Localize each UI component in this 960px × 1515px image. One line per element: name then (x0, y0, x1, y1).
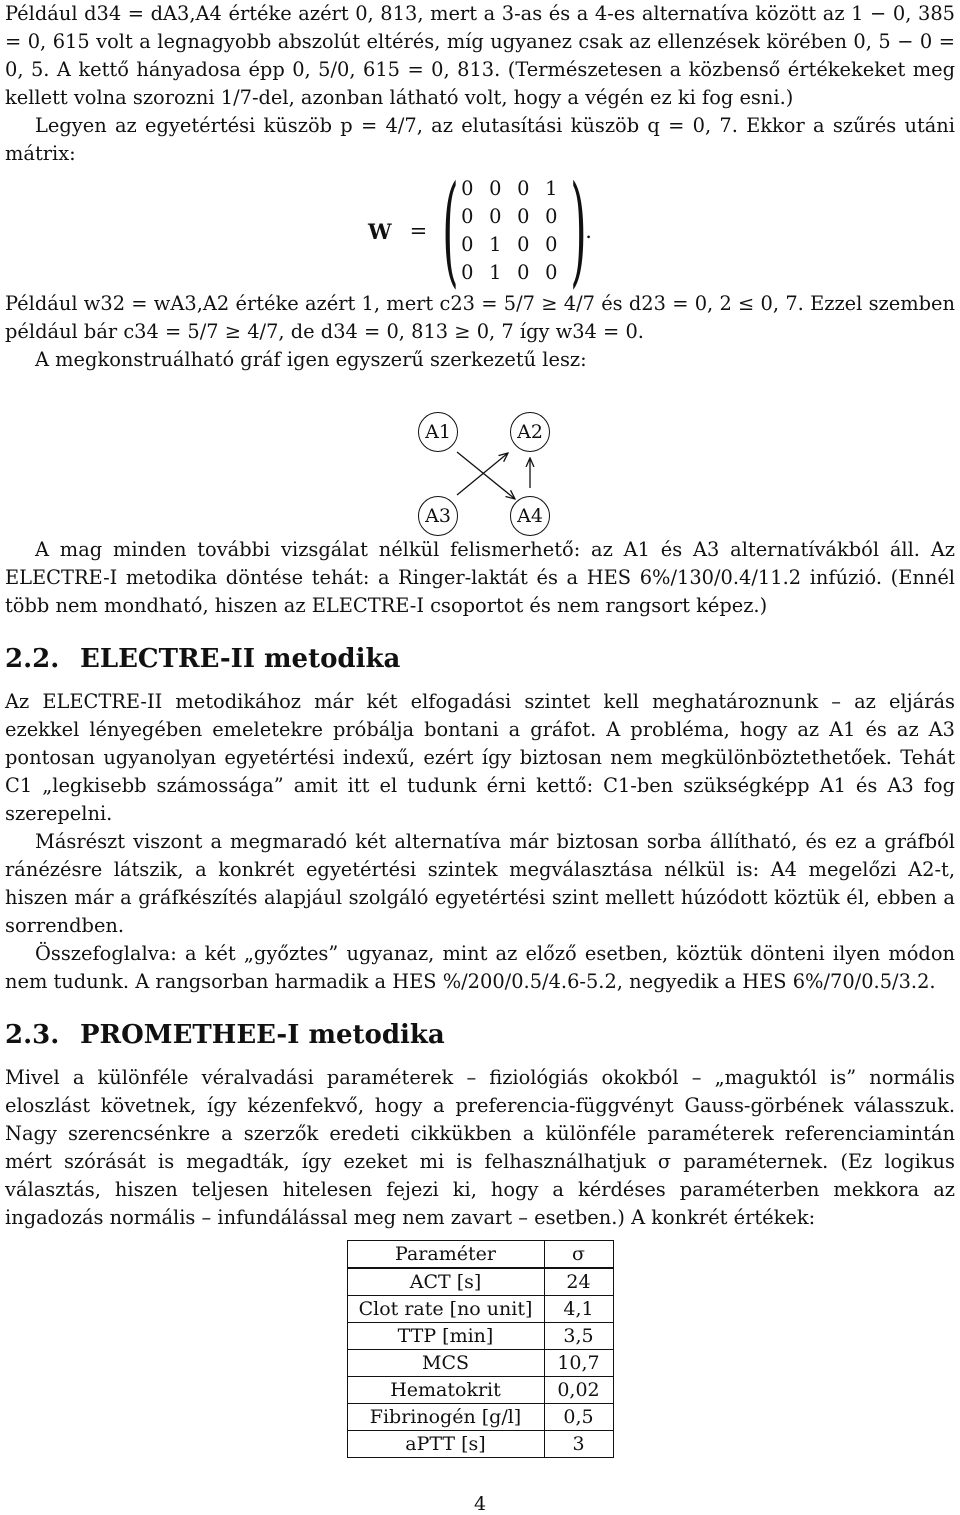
matrix-cell: 0 (517, 261, 530, 284)
matrix-cell: 0 (461, 233, 474, 256)
matrix-cell: 0 (545, 261, 558, 284)
matrix-cell: 0 (489, 205, 502, 228)
matrix-cell: 1 (545, 177, 558, 200)
graph-edges (5, 380, 955, 528)
matrix-cell: 0 (517, 233, 530, 256)
table-row (347, 1431, 613, 1458)
table-header-cell: Paraméter (347, 1241, 544, 1269)
table-row (347, 1350, 613, 1377)
paragraph-thresholds: Legyen az egyetértési küszöb p = 4/7, az elutasítási küszöb q = 0, 7. Ekkor a szűrés utáni mátrix: (5, 114, 955, 165)
paragraph-w32-example: Például w32 = wA3,A2 értéke azért 1, mert c23 = 5/7 ≥ 4/7 és d23 = 0, 2 ≤ 0, 7. Ezzel szemben például bár c34 = 5/7 ≥ 4/7, de d34 = 0, 813 ≥ 0, 7 így w34 = 0. (5, 292, 955, 343)
matrix-cell: 0 (517, 177, 530, 200)
document-page (5, 0, 955, 1458)
table-cell: 10,7 (544, 1350, 613, 1377)
table-cell: 3,5 (544, 1323, 613, 1350)
table-cell: 24 (544, 1268, 613, 1296)
table-cell: 4,1 (544, 1296, 613, 1323)
graph-node-a4: A4 (510, 496, 550, 536)
table-cell: Hematokrit (347, 1377, 544, 1404)
table-row (347, 1268, 613, 1296)
table-cell: 0,5 (544, 1404, 613, 1431)
right-paren: ) (570, 161, 587, 300)
table-cell: MCS (347, 1350, 544, 1377)
section-title: PROMETHEE-I metodika (80, 1020, 445, 1050)
matrix-cell: 0 (461, 205, 474, 228)
table-row (347, 1377, 613, 1404)
page-number: 4 (473, 1493, 487, 1515)
section-heading-electre-ii (5, 642, 955, 676)
matrix-cell: 0 (517, 205, 530, 228)
table-cell: Clot rate [no unit] (347, 1296, 544, 1323)
matrix-w (5, 161, 955, 300)
graph-node-a3: A3 (418, 496, 458, 536)
matrix-cell: 1 (489, 261, 502, 284)
matrix-period: . (585, 219, 592, 243)
paragraph-electre-ii-2: Másrészt viszont a megmaradó két alternatíva már biztosan sorba állítható, és ez a gráfból ránézésre látszik, a konkrét egyetértési szintek megválasztása nélkül is: A4 megelőzi A2-t, hiszen már a gráfkészítés alapjául szolgáló egyetértési szint mellett húzódott köztük él, ebben a sorrendben. (5, 830, 955, 937)
table-cell: 3 (544, 1431, 613, 1458)
sigma-parameter-table (347, 1240, 614, 1458)
section-number: 2.2. (5, 644, 60, 674)
table-cell: aPTT [s] (347, 1431, 544, 1458)
paragraph-electre-ii-3: Összefoglalva: a két „győztes” ugyanaz, mint az előző esetben, köztük dönteni ilyen módon nem tudunk. A rangsorban harmadik a HES %/200/0.5/4.6-5.2, negyedik a HES 6%/70/0.5/3.2. (5, 942, 955, 993)
table-row (347, 1404, 613, 1431)
paragraph-graph-intro: A megkonstruálható gráf igen egyszerű szerkezetű lesz: (35, 348, 587, 371)
section-heading-promethee-i (5, 1018, 955, 1052)
paragraph-electre-ii-1: Az ELECTRE-II metodikához már két elfogadási szintet kell meghatároznunk – az eljárás ezekkel lényegében emeletekre próbálja bontani a gráfot. A probléma, hogy az A1 és az A3 pontosan ugyanolyan egyetértési indexű, ezért így biztosan nem megkülönböztethetőek. Tehát C1 „legkisebb számossága” amit itt el tudunk érni kettő: C1-ben szükségképp A1 és A3 fog szerepelni. (5, 690, 955, 825)
matrix-equals: = (409, 219, 428, 243)
matrix-cell: 0 (545, 233, 558, 256)
table-row (347, 1296, 613, 1323)
matrix-body (453, 175, 565, 287)
paragraph-d34-explanation: Például d34 = dA3,A4 értéke azért 0, 813, mert a 3-as és a 4-es alternatíva között az 1 − 0, 385 = 0, 615 volt a legnagyobb abszolút eltérés, míg ugyanez csak az ellenzések körében 0, 5 − 0 = 0, 5. A kettő hányadosa épp 0, 5/0, 615 = 0, 813. (Természetesen a közbenső értékekeket meg kellett volna szorozni 1/7-del, azonban látható volt, hogy a végén ez ki fog esni.) (5, 2, 955, 109)
table-header-row (347, 1241, 613, 1269)
outranking-graph (5, 380, 955, 528)
section-title: ELECTRE-II metodika (80, 644, 401, 674)
paragraph-kernel: A mag minden további vizsgálat nélkül felismerhető: az A1 és A3 alternatívákból áll. Az ELECTRE-I metodika döntése tehát: a Ringer-laktát és a HES 6%/130/0.4/11.2 infúzió. (Ennél több nem mondható, hiszen az ELECTRE-I csoportot és nem rangsort képez.) (5, 538, 955, 617)
matrix-cell: 1 (489, 233, 502, 256)
matrix-label: W (368, 218, 392, 244)
table-cell: Fibrinogén [g/l] (347, 1404, 544, 1431)
edge-a3-a2 (457, 453, 508, 495)
left-paren: ( (442, 161, 459, 300)
table-cell: TTP [min] (347, 1323, 544, 1350)
table-header-cell: σ (544, 1241, 613, 1269)
table-cell: 0,02 (544, 1377, 613, 1404)
matrix-cell: 0 (461, 261, 474, 284)
graph-node-a1: A1 (418, 412, 458, 452)
matrix-cell: 0 (545, 205, 558, 228)
table-row (347, 1323, 613, 1350)
matrix-cell: 0 (461, 177, 474, 200)
table-cell: ACT [s] (347, 1268, 544, 1296)
section-number: 2.3. (5, 1020, 60, 1050)
matrix-cell: 0 (489, 177, 502, 200)
paragraph-promethee-i: Mivel a különféle véralvadási paraméterek – fiziológiás okokból – „maguktól is” normális eloszlást követnek, így kézenfekvő, hogy a preferencia-függvényt Gauss-görbének válasszuk. Nagy szerencsénkre a szerzők eredeti cikkükben a különféle paraméterek referenciamintán mért szórását is megadták, így ezeket mi is felhasználhatjuk σ paraméternek. (Ez logikus választás, hiszen teljesen hitelesen fejezi ki, hogy a kérdéses paraméterben mekkora az ingadozás normális – infundálással meg nem zavart – esetben.) A konkrét értékek: (5, 1066, 955, 1229)
graph-node-a2: A2 (510, 412, 550, 452)
edge-a1-a4 (457, 452, 515, 499)
